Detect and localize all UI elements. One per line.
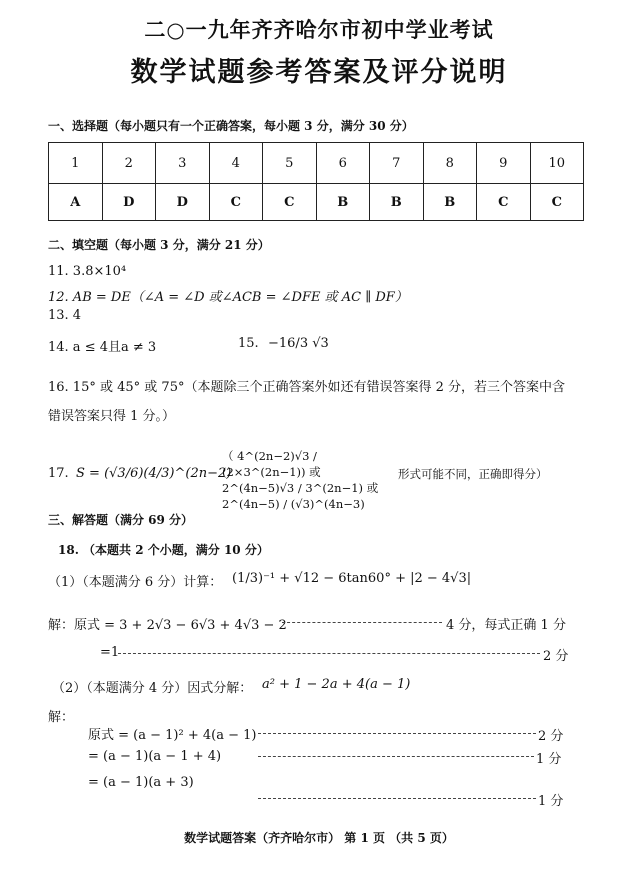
answer-table (48, 142, 584, 221)
q18-part2-step2: = (a − 1)(a − 1 + 4) (88, 749, 222, 764)
answer-letter: C (263, 184, 317, 221)
question-number: 8 (423, 143, 477, 184)
score-leader-line (118, 653, 540, 654)
answer-q17-alternatives: （ 4^(2n−2)√3 / (2×3^(2n−1)) 或 2^(4n−5)√3 / 3^(2n−1) 或 2^(4n−5) / (√3)^(4n−3) (222, 449, 379, 511)
section1-header: 一、选择题（每小题只有一个正确答案，每小题 3 分，满分 30 分） (48, 119, 414, 133)
q18-part2-score2: 1 分 (536, 752, 562, 767)
answer-q11: 11. 3.8×10⁴ (48, 264, 127, 279)
answer-q16-line1: 16. 15° 或 45° 或 75°（本题除三个正确答案外如还有错误答案得 2 分，若三个答案中含 (48, 380, 565, 395)
answer-q14: 14. a ≤ 4且a ≠ 3 (48, 340, 157, 355)
page-footer: 数学试题答案（齐齐哈尔市） 第 1 页 （共 5 页） (184, 831, 454, 845)
q18-part1-result: =1 (100, 645, 120, 660)
q18-part2-solution-label: 解： (48, 710, 75, 725)
answer-q12: 12. AB = DE（∠A = ∠D 或∠ACB = ∠DFE 或 AC ∥ DF） (48, 290, 408, 305)
answer-letter: D (156, 184, 210, 221)
answer-letter: C (209, 184, 263, 221)
q18-part1-score2: 2 分 (543, 649, 569, 664)
answer-letter: C (477, 184, 531, 221)
answer-q13: 13. 4 (48, 308, 82, 323)
q18-part2-score1: 2 分 (538, 729, 564, 744)
answer-q17-expression: S = (√3/6)(4/3)^(2n−2) (76, 466, 232, 481)
section2-header: 二、填空题（每小题 3 分，满分 21 分） (48, 238, 270, 252)
question-number: 9 (477, 143, 531, 184)
question-number: 3 (156, 143, 210, 184)
question18-header: 18. （本题共 2 个小题，满分 10 分） (58, 543, 269, 557)
q18-part1-score1: 4 分，每式正确 1 分 (446, 618, 566, 633)
q18-part1-expression: (1/3)⁻¹ + √12 − 6tan60° + |2 − 4√3| (232, 571, 472, 586)
question-number: 10 (530, 143, 584, 184)
answer-letter: A (49, 184, 103, 221)
question-number: 5 (263, 143, 317, 184)
exam-title: 二○一九年齐齐哈尔市初中学业考试 (144, 17, 494, 42)
score-leader-line (258, 756, 534, 757)
question-number: 6 (316, 143, 370, 184)
answer-letter: C (530, 184, 584, 221)
answer-letter: B (316, 184, 370, 221)
score-leader-line (258, 798, 536, 799)
question-number: 4 (209, 143, 263, 184)
answer-q17-label: 17. (48, 466, 69, 481)
q18-part2-expression: a² + 1 − 2a + 4(a − 1) (262, 677, 411, 692)
answer-q15-label: 15. (238, 336, 259, 351)
question-number: 1 (49, 143, 103, 184)
answer-letter: D (102, 184, 156, 221)
q18-part2-prompt: （2）（本题满分 4 分）因式分解： (52, 681, 253, 696)
score-leader-line (282, 622, 442, 623)
answer-q15-expression: −16/3 √3 (268, 336, 329, 351)
question-number: 7 (370, 143, 424, 184)
answer-table-number-row (49, 143, 584, 184)
section3-header: 三、解答题（满分 69 分） (48, 513, 194, 527)
answer-letter: B (423, 184, 477, 221)
q18-part2-step3: = (a − 1)(a + 3) (88, 775, 194, 790)
document-subtitle: 数学试题参考答案及评分说明 (130, 57, 508, 88)
q18-part2-score3: 1 分 (538, 794, 564, 809)
answer-q17-note: 形式可能不同，正确即得分） (398, 467, 548, 481)
score-leader-line (258, 733, 536, 734)
answer-table-answer-row (49, 184, 584, 221)
q18-part1-solution: 解：原式 = 3 + 2√3 − 6√3 + 4√3 − 2 (48, 618, 287, 633)
answer-q16-line2: 错误答案只得 1 分。） (48, 409, 176, 424)
q18-part2-step1: 原式 = (a − 1)² + 4(a − 1) (88, 728, 257, 743)
answer-letter: B (370, 184, 424, 221)
question-number: 2 (102, 143, 156, 184)
q18-part1-prompt: （1）（本题满分 6 分）计算： (48, 575, 223, 590)
